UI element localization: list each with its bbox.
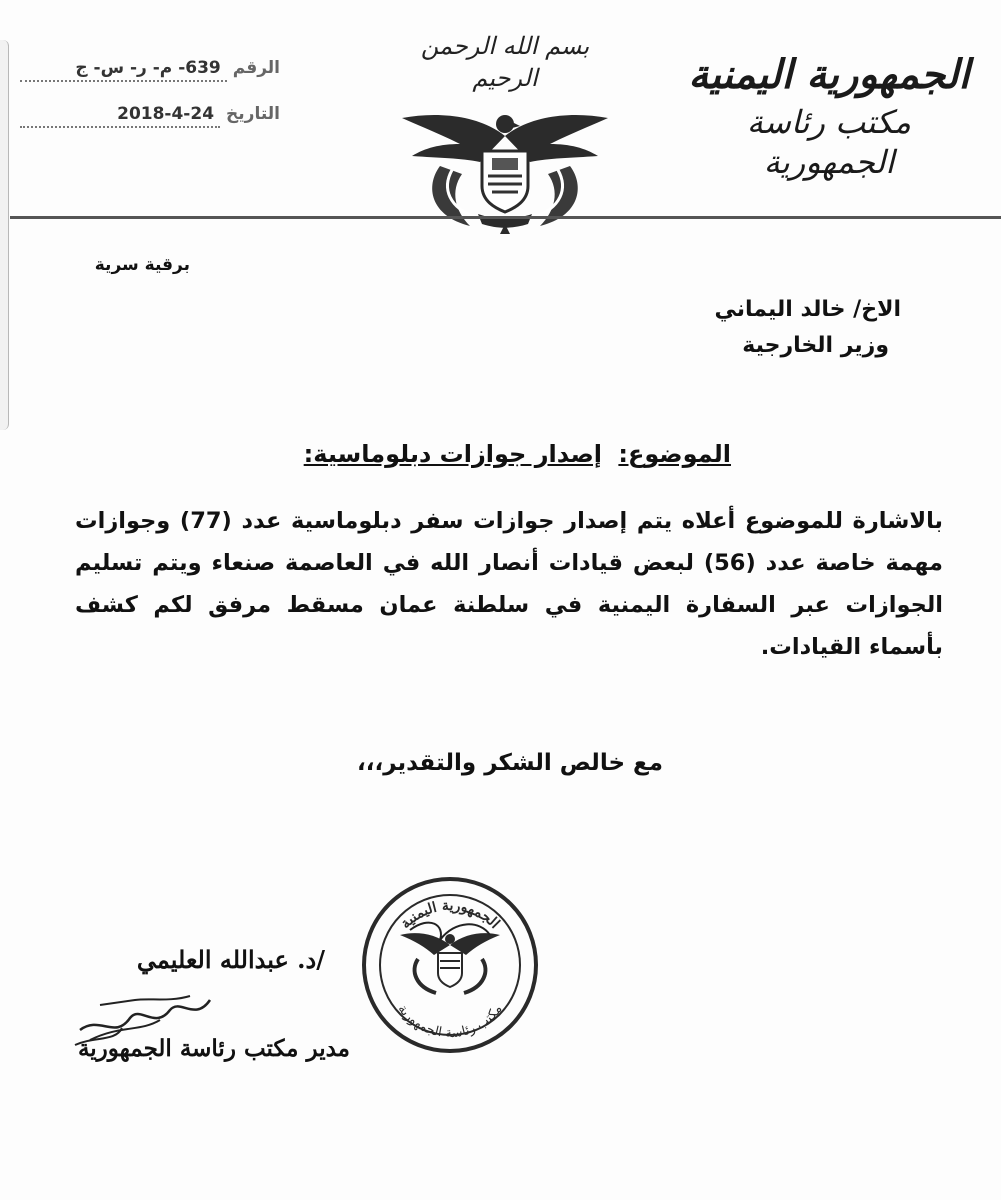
letterhead-emblem-block (395, 30, 615, 210)
official-seal-stamp (360, 875, 540, 1055)
closing-line: مع خالص الشكر والتقدير،،، (356, 750, 663, 776)
subject-label: الموضوع: (618, 440, 731, 468)
signatory-title: مدير مكتب رئاسة الجمهورية (77, 1035, 350, 1062)
date-line (20, 104, 280, 128)
letterhead-office: مكتب رئاسة الجمهورية (746, 103, 912, 181)
subject-text: إصدار جوازات دبلوماسية: (303, 440, 603, 468)
seal-text-top: الجمهورية اليمنية (397, 897, 503, 932)
letterhead-republic: الجمهورية اليمنية (688, 51, 970, 98)
eagle-emblem-icon (400, 96, 610, 236)
date-label: التاريخ (226, 104, 280, 124)
seal-text-bottom: مكتب رئاسة الجمهورية (394, 1002, 506, 1042)
signatory-name: /د. عبدالله العليمي (136, 945, 325, 974)
letterhead-issuer (679, 50, 979, 182)
recipient-title: وزير الخارجية (742, 333, 889, 358)
letter-body (75, 500, 943, 668)
basmala: بسم الله الرحمن الرحيم (420, 32, 590, 92)
header-divider (10, 216, 1001, 219)
recipient-block (601, 292, 901, 364)
body-paragraph: بالاشارة للموضوع أعلاه يتم إصدار جوازات سفر دبلوماسية عدد (77) وجوازات مهمة خاصة عدد (56) لبعض قيادات أنصار الله في العاصمة صنعاء ويتم تسليم الجوازات عبر السفارة اليمنية في سلطنة عمان مسقط مرفق لكم كشف بأسماء القيادات. (75, 508, 943, 660)
subject-line (304, 440, 731, 468)
reference-number-value: 639- م- ر- س- ج (20, 58, 227, 82)
recipient-name: الاخ/ خالد اليماني (714, 297, 901, 322)
page-edge-shadow (0, 40, 9, 430)
svg-text:مكتب رئاسة الجمهورية (394, 1002, 505, 1041)
reference-block (20, 58, 280, 150)
date-value: 2018-4-24 (20, 104, 220, 128)
reference-number-label: الرقم (232, 58, 280, 78)
reference-number-line (20, 58, 280, 82)
classification-label: برقية سرية (94, 255, 190, 275)
